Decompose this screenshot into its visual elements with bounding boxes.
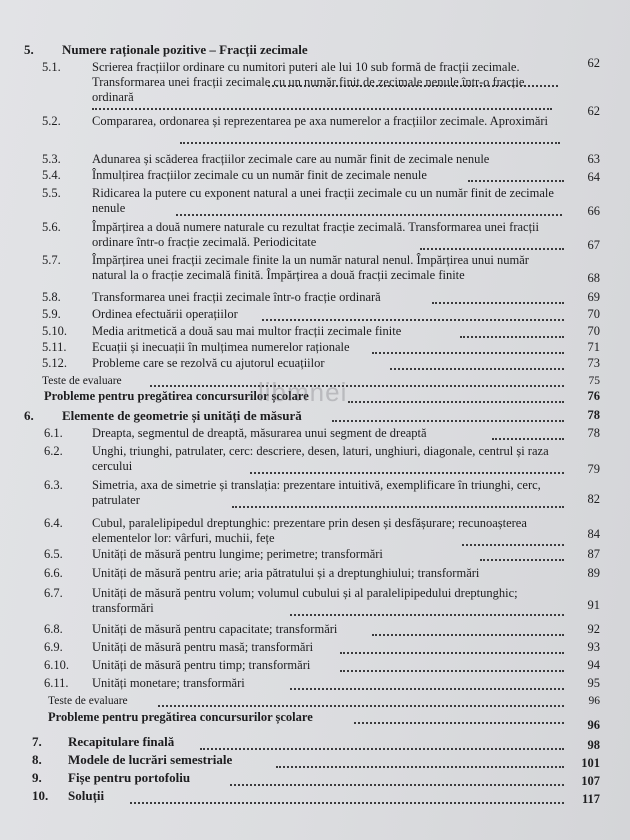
entry-number: 6.5. — [44, 547, 63, 561]
dot-leader — [390, 368, 564, 370]
dot-leader — [268, 85, 558, 87]
entry-page: 87 — [587, 547, 600, 561]
entry-title: Unități de măsură pentru arie; aria pătratului și a dreptunghiului; transformări — [92, 566, 480, 580]
entry-title: Transformarea unei fracții zecimale într-o fracție ordinară — [92, 290, 381, 304]
dot-leader — [150, 385, 564, 387]
dot-leader — [200, 748, 564, 750]
entry-page: 98 — [587, 738, 600, 752]
entry-title: Unități de măsură pentru capacitate; transformări — [92, 622, 338, 636]
dot-leader — [290, 614, 564, 616]
entry-number: 6.1. — [44, 426, 63, 440]
dot-leader — [332, 420, 564, 422]
entry-title: Ecuații și inecuații în mulțimea numerelor raționale — [92, 340, 350, 354]
entry-title: Media aritmetică a două sau mai multor fracții zecimale finite — [92, 324, 402, 338]
dot-leader — [340, 670, 564, 672]
dot-leader — [340, 652, 564, 654]
entry-title: Modele de lucrări semestriale — [68, 752, 233, 767]
dot-leader — [158, 705, 564, 707]
entry-page: 63 — [587, 152, 600, 166]
entry-title: Fișe pentru portofoliu — [68, 770, 191, 785]
dot-leader — [354, 722, 564, 724]
entry-page: 78 — [587, 408, 600, 422]
entry-title: Împărțirea a două numere naturale cu rezultat fracție zecimală. Transformarea unei fracții ordinare într-o fracție zecimală. Periodicitate — [92, 220, 539, 249]
entry-page: 96 — [587, 718, 600, 732]
entry-number: 6.2. — [44, 444, 63, 458]
entry-title: Unități de măsură pentru masă; transformări — [92, 640, 314, 654]
entry-number: 5.8. — [42, 290, 61, 304]
entry-number: 10. — [32, 788, 49, 803]
entry-page: 71 — [587, 340, 600, 354]
dot-leader — [492, 438, 564, 440]
entry-number: 5.1. — [42, 60, 61, 74]
entry-number: 7. — [32, 734, 42, 749]
entry-title: Probleme pentru pregătirea concursurilor școlare — [44, 389, 309, 403]
entry-number: 5.12. — [42, 356, 67, 370]
entry-number: 5.6. — [42, 220, 61, 234]
entry-title: Compararea, ordonarea și reprezentarea pe axa numerelor a fracțiilor zecimale. Aproximări — [92, 114, 549, 128]
dot-leader — [92, 108, 552, 110]
entry-number: 6.11. — [44, 676, 69, 690]
entry-title: Elemente de geometrie și unități de măsură — [62, 408, 302, 423]
entry-number: 5. — [24, 42, 34, 57]
dot-leader — [420, 248, 564, 250]
entry-page: 89 — [587, 566, 600, 580]
entry-page: 84 — [587, 527, 600, 541]
entry-title: Scrierea fracțiilor ordinare cu numitori puteri ale lui 10 sub formă de fracții zecimale. Transformarea unei fracții zecimale cu un număr finit de zecimale nenule într-o fracție ordinară — [92, 60, 525, 104]
dot-leader — [372, 352, 564, 354]
entry-number: 5.3. — [42, 152, 61, 166]
entry-page: 68 — [587, 271, 600, 285]
dot-leader — [262, 319, 564, 321]
entry-number: 6.10. — [44, 658, 69, 672]
dot-leader — [276, 766, 564, 768]
entry-number: 6. — [24, 408, 34, 423]
entry-page: 117 — [581, 792, 600, 806]
entry-page: 78 — [587, 426, 600, 440]
entry-title: Împărțirea unei fracții zecimale finite la un număr natural nenul. Împărțirea unui număr natural la o fracție zecimală finită. Împărțirea a două fracții zecimale finite — [92, 253, 529, 282]
dot-leader — [468, 180, 564, 182]
entry-number: 6.8. — [44, 622, 63, 636]
entry-page: 82 — [587, 492, 600, 506]
dot-leader — [250, 472, 564, 474]
dot-leader — [372, 634, 564, 636]
dot-leader — [348, 401, 564, 403]
entry-title: Probleme pentru pregătirea concursurilor școlare — [48, 710, 313, 724]
entry-page: 70 — [587, 307, 600, 321]
entry-page: 62 — [587, 104, 600, 118]
entry-page: 73 — [587, 356, 600, 370]
entry-title: Teste de evaluare — [48, 695, 128, 707]
entry-number: 6.6. — [44, 566, 63, 580]
entry-title: Teste de evaluare — [42, 375, 122, 387]
entry-page: 67 — [587, 238, 600, 252]
dot-leader — [176, 214, 562, 216]
entry-number: 6.7. — [44, 586, 63, 600]
entry-title: Dreapta, segmentul de dreaptă, măsurarea unui segment de dreaptă — [92, 426, 427, 440]
entry-page: 79 — [587, 462, 600, 476]
entry-page: 70 — [587, 324, 600, 338]
entry-number: 6.9. — [44, 640, 63, 654]
dot-leader — [230, 784, 564, 786]
entry-page: 101 — [581, 756, 600, 770]
entry-page: 93 — [587, 640, 600, 654]
entry-page: 76 — [587, 389, 600, 403]
entry-number: 9. — [32, 770, 42, 785]
entry-page: 69 — [587, 290, 600, 304]
entry-page: 64 — [587, 170, 600, 184]
entry-page: 107 — [581, 774, 600, 788]
dot-leader — [480, 559, 564, 561]
entry-title: Cubul, paralelipipedul dreptunghic: prezentare prin desen și desfășurare; recunoașterea elementelor lor: vârfuri, muchii, fețe — [92, 516, 527, 545]
entry-number: 5.9. — [42, 307, 61, 321]
entry-title: Ridicarea la putere cu exponent natural a unei fracții zecimale cu un număr finit de zecimale nenule — [92, 186, 554, 215]
entry-title: Înmulțirea fracțiilor zecimale cu un număr finit de zecimale nenule — [92, 168, 427, 182]
entry-page: 91 — [587, 598, 600, 612]
entry-page: 95 — [587, 676, 600, 690]
entry-number: 6.4. — [44, 516, 63, 530]
entry-page: 92 — [587, 622, 600, 636]
entry-number: 5.5. — [42, 186, 61, 200]
entry-number: 5.7. — [42, 253, 61, 267]
dot-leader — [460, 336, 564, 338]
entry-number: 5.11. — [42, 340, 67, 354]
entry-number: 8. — [32, 752, 42, 767]
entry-title: Adunarea și scăderea fracțiilor zecimale care au număr finit de zecimale nenule — [92, 152, 490, 166]
entry-page: 96 — [588, 695, 600, 707]
dot-leader — [432, 302, 564, 304]
dot-leader — [290, 688, 564, 690]
watermark-logo: libmnei — [258, 377, 348, 407]
entry-title: Probleme care se rezolvă cu ajutorul ecuațiilor — [92, 356, 325, 370]
entry-page: 62 — [587, 56, 600, 70]
entry-title: Unghi, triunghi, patrulater, cerc: descriere, desen, laturi, unghiuri, diagonale, centrul și raza cercului — [92, 444, 549, 473]
entry-page: 66 — [587, 204, 600, 218]
entry-title: Numere raționale pozitive – Fracții zecimale — [62, 42, 308, 57]
dot-leader — [232, 506, 564, 508]
entry-number: 5.4. — [42, 168, 61, 182]
entry-number: 5.2. — [42, 114, 61, 128]
entry-title: Unități de măsură pentru lungime; perimetre; transformări — [92, 547, 383, 561]
entry-title: Unități de măsură pentru volum; volumul cubului și al paralelipipedului dreptunghic; transformări — [92, 586, 518, 615]
entry-title: Soluții — [68, 788, 105, 803]
entry-title: Ordinea efectuării operațiilor — [92, 307, 238, 321]
entry-number: 5.10. — [42, 324, 67, 338]
entry-page: 75 — [588, 375, 600, 387]
dot-leader — [180, 142, 560, 144]
entry-number: 6.3. — [44, 478, 63, 492]
entry-title: Simetria, axa de simetrie și translația: prezentare intuitivă, exemplificare în triunghi, cerc, patrulater — [92, 478, 541, 507]
dot-leader — [462, 544, 564, 546]
entry-title: Recapitulare finală — [68, 734, 175, 749]
entry-page: 94 — [587, 658, 600, 672]
entry-title: Unități monetare; transformări — [92, 676, 245, 690]
entry-title: Unități de măsură pentru timp; transformări — [92, 658, 311, 672]
dot-leader — [130, 802, 564, 804]
